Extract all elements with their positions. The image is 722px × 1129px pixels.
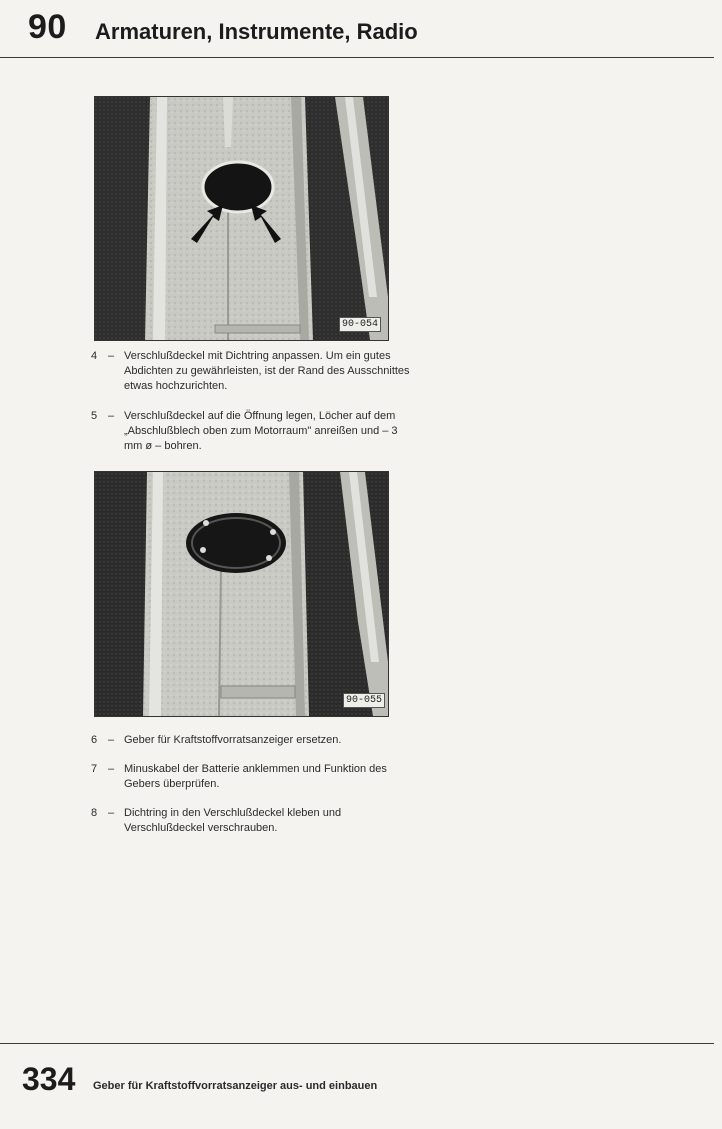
- step-item: [91, 733, 411, 748]
- photo-cover-illustration: [95, 472, 388, 716]
- figure-ref-label: 90-055: [343, 693, 385, 708]
- step-item: [91, 762, 411, 792]
- step-number: 8: [91, 807, 98, 819]
- step-text: Minuskabel der Batterie anklemmen und Funktion des Gebers überprüfen.: [124, 763, 387, 790]
- step-text: Geber für Kraftstoffvorratsanzeiger ersetzen.: [124, 734, 342, 746]
- step-number: 5: [91, 410, 98, 422]
- photo-cover: [94, 471, 389, 717]
- step-number: 7: [91, 763, 98, 775]
- step-dash: –: [108, 807, 115, 819]
- step-dash: –: [108, 763, 115, 775]
- figure-ref-label: 90-054: [339, 317, 381, 332]
- chapter-number: 90: [28, 8, 67, 46]
- step-text: Dichtring in den Verschlußdeckel kleben und Verschlußdeckel verschrauben.: [124, 807, 342, 834]
- step-dash: –: [108, 734, 115, 746]
- step-dash: –: [108, 410, 115, 422]
- page-number: 334: [22, 1061, 76, 1097]
- step-text: Verschlußdeckel auf die Öffnung legen, Löcher auf dem „Abschlußblech oben zum Motorraum" anreißen und – 3 mm ø – bohren.: [124, 410, 398, 452]
- header-rule: [0, 57, 714, 58]
- step-item: [91, 349, 411, 394]
- footer-section-title: Geber für Kraftstoffvorratsanzeiger aus- und einbauen: [93, 1080, 378, 1092]
- photo-opening: [94, 96, 389, 341]
- step-item: [91, 806, 411, 836]
- step-dash: –: [108, 350, 115, 362]
- chapter-title: Armaturen, Instrumente, Radio: [95, 19, 418, 44]
- photo-opening-illustration: [95, 97, 388, 340]
- step-number: 6: [91, 734, 98, 746]
- step-item: [91, 409, 411, 454]
- page-header: [0, 0, 722, 58]
- step-text: Verschlußdeckel mit Dichtring anpassen. Um ein gutes Abdichten zu gewährleisten, ist der Rand des Ausschnittes etwas hochzurichten.: [124, 350, 410, 392]
- footer-rule: [0, 1043, 714, 1044]
- step-number: 4: [91, 350, 98, 362]
